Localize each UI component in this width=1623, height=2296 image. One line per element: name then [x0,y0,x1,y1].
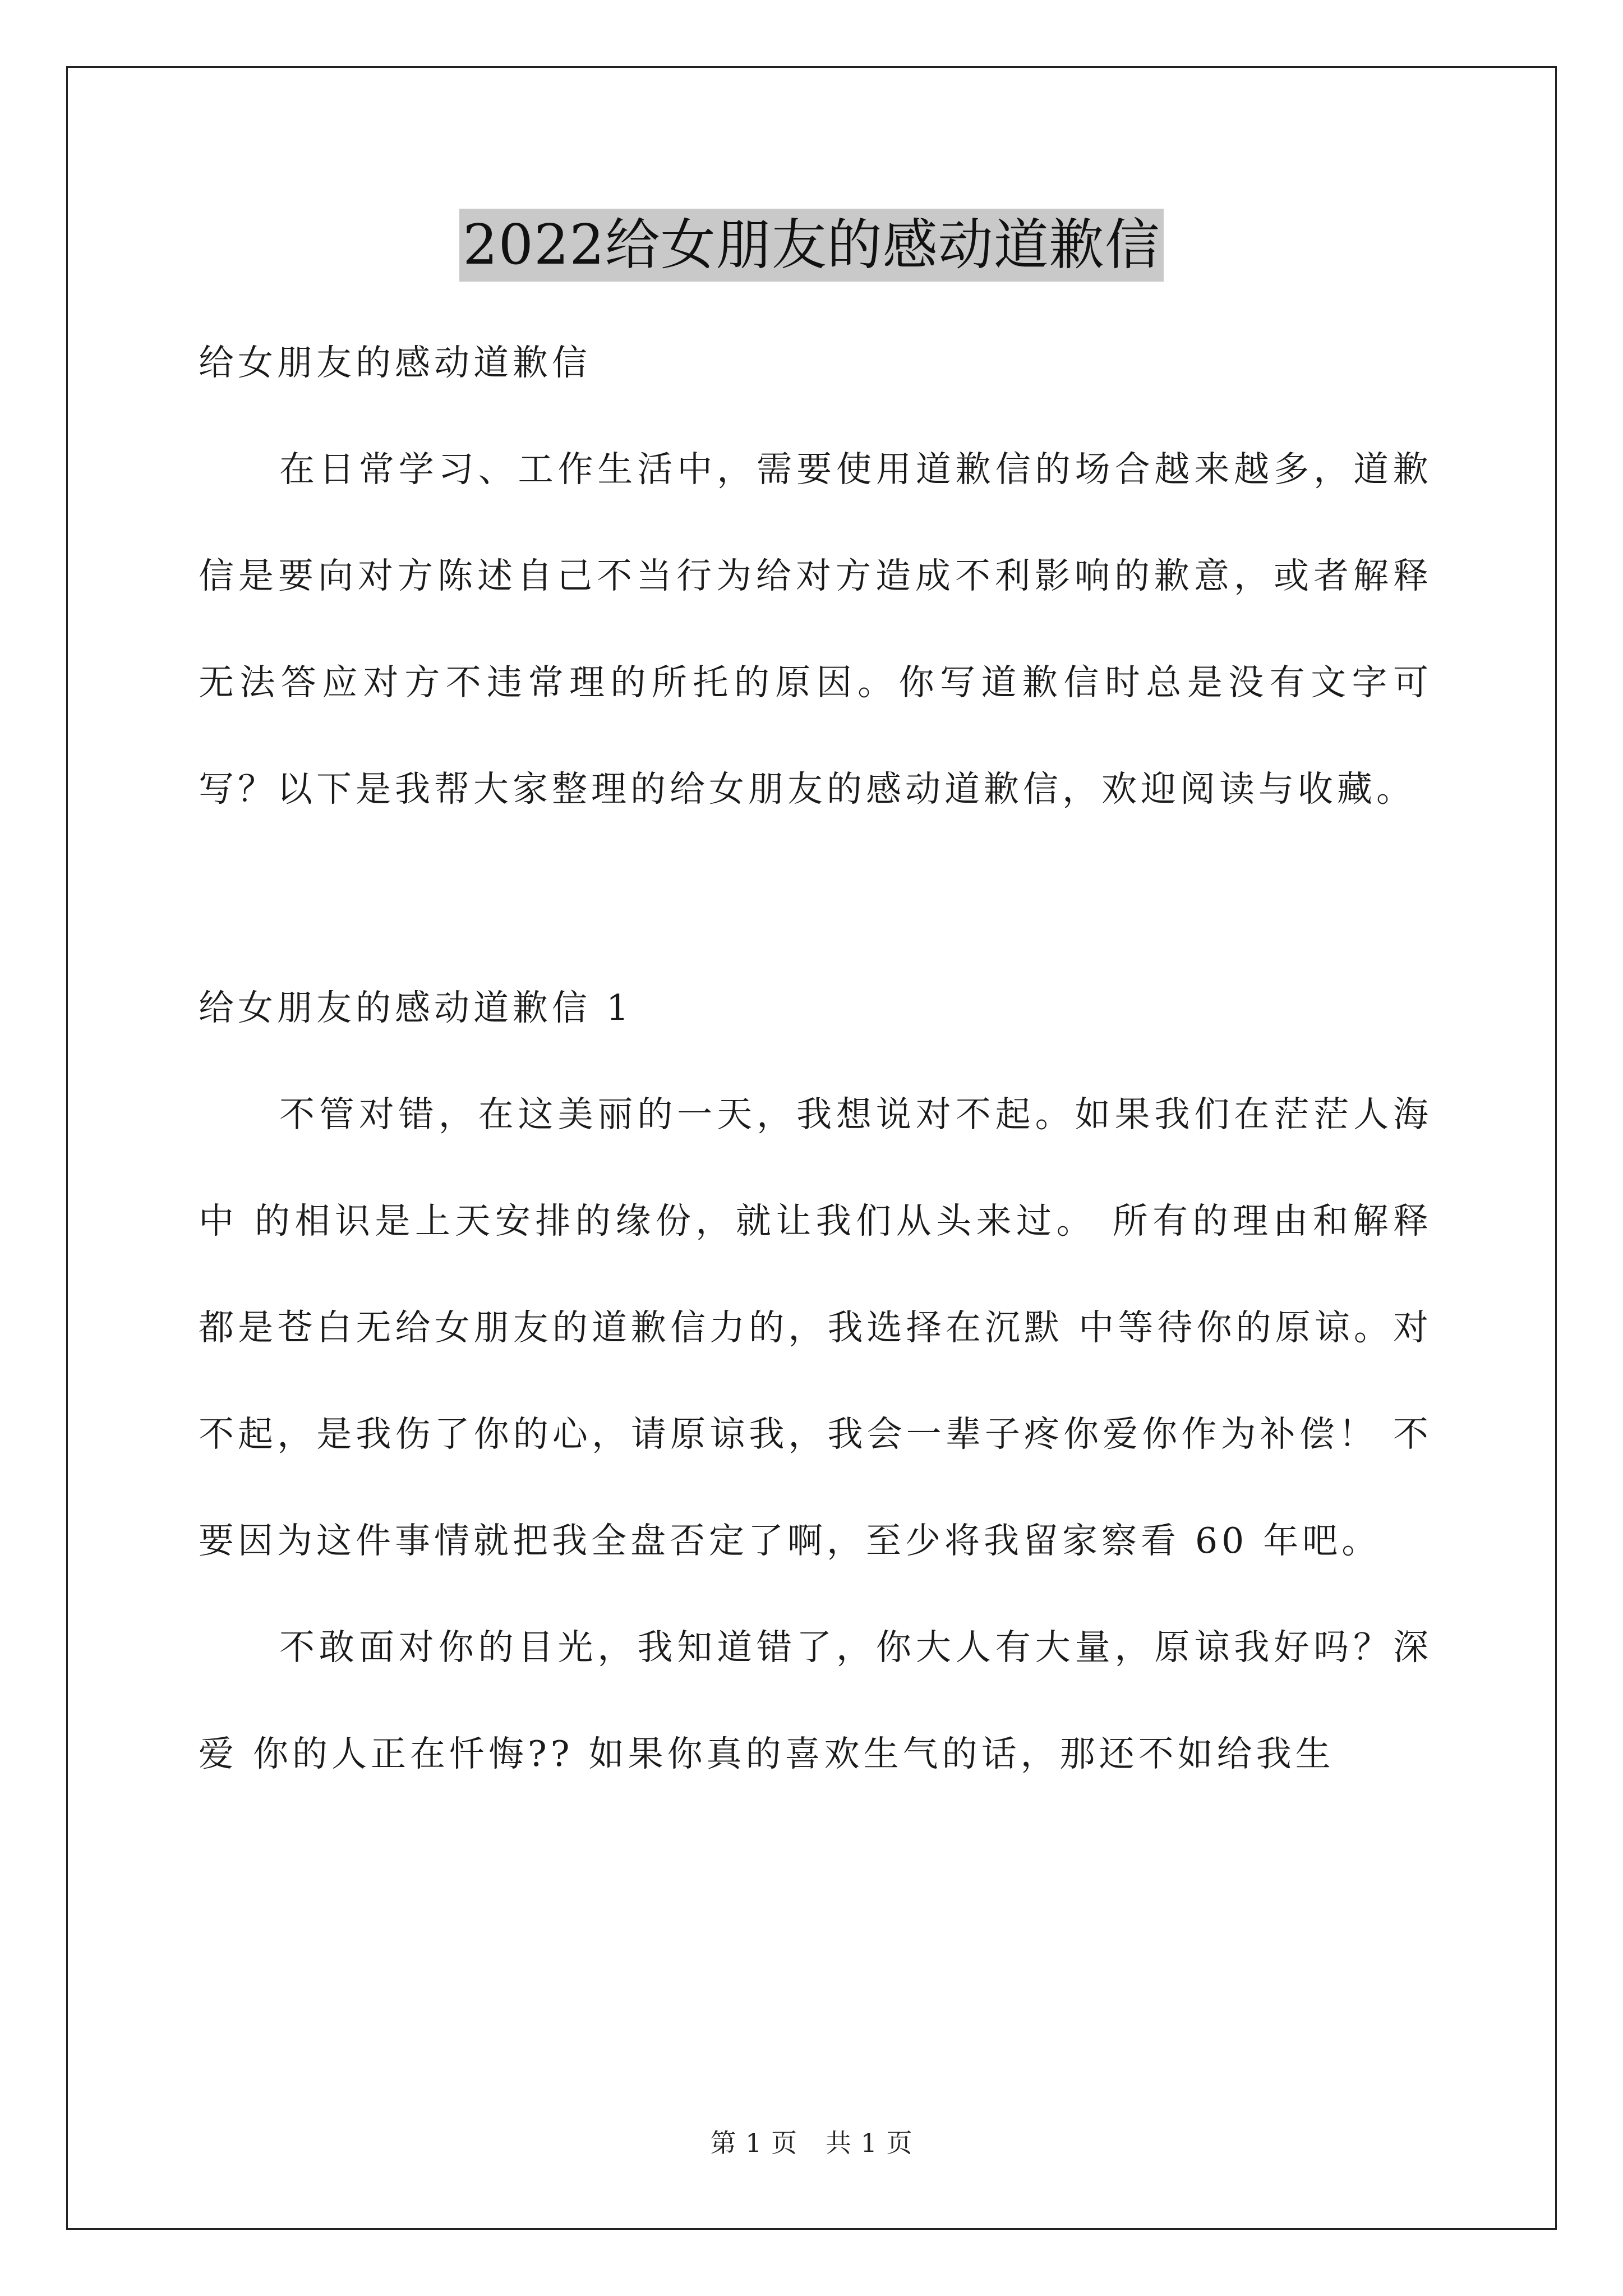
document-title: 2022给女朋友的感动道歉信 [459,209,1163,282]
section-gap [199,843,1432,955]
section-heading: 给女朋友的感动道歉信 1 [199,987,633,1028]
page-footer [0,2126,1623,2160]
letter-paragraph-2: 不敢面对你的目光，我知道错了，你大人有大量，原谅我好吗？深爱 你的人正在忏悔?? 如果你真的喜欢生气的话，那还不如给我生 [199,1627,1432,1774]
title-container [0,209,1623,282]
page-number: 第 1 页 [710,2128,797,2158]
letter-paragraph-1: 不管对错，在这美丽的一天，我想说对不起。如果我们在茫茫人海中 的相识是上天安排的缘份，就让我们从头来过。 所有的理由和解释都是苍白无给女朋友的道歉信力的，我选择在沉默 中等待你的原谅。对不起，是我伤了你的心，请原谅我，我会一辈子疼你爱你作为补偿！ 不要因为这件事情就把我全盘否定了啊，至少将我留家察看 60 年吧。 [199,1094,1432,1561]
document-body [199,310,1432,1807]
intro-paragraph: 在日常学习、工作生活中，需要使用道歉信的场合越来越多，道歉信是要向对方陈述自己不当行为给对方造成不利影响的歉意，或者解释无法答应对方不违常理的所托的原因。你写道歉信时总是没有文字可写？以下是我帮大家整理的给女朋友的感动道歉信，欢迎阅读与收藏。 [199,449,1432,809]
subheading: 给女朋友的感动道歉信 [199,342,591,383]
page-total: 共 1 页 [826,2128,913,2158]
